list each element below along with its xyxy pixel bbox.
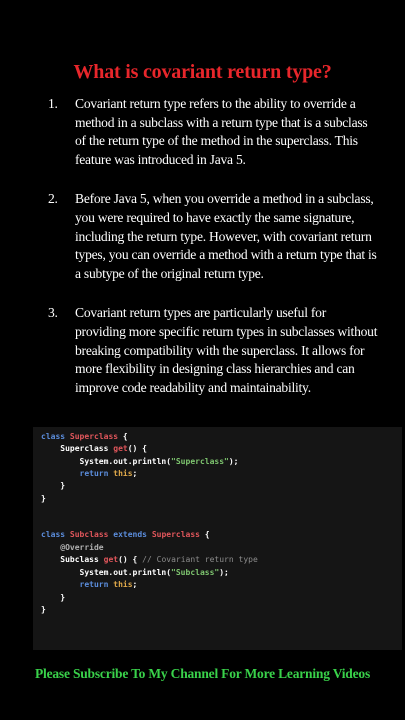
code-class-name: Superclass (69, 432, 119, 441)
code-type: Superclass (60, 444, 109, 453)
points-list (48, 95, 378, 418)
list-item (48, 190, 378, 283)
code-line (41, 529, 210, 541)
code-class-name: Subclass (69, 530, 109, 539)
code-line (41, 604, 46, 616)
code-punct: () { (127, 444, 147, 453)
code-string: "Superclass" (171, 457, 229, 466)
code-keyword: class (41, 432, 66, 441)
code-punct: ; (132, 580, 138, 589)
code-call: System.out.println( (79, 457, 172, 466)
code-punct: ; (132, 469, 138, 478)
code-keyword-this: this (113, 469, 133, 478)
code-punct: { (200, 530, 210, 539)
code-punct: () { (118, 555, 138, 564)
code-line (41, 554, 258, 566)
code-method-name: get (103, 555, 119, 564)
code-method-name: get (113, 444, 128, 453)
page-title: What is covariant return type? (73, 61, 332, 83)
list-item-number: 2. (48, 191, 58, 207)
code-line (41, 443, 147, 455)
list-item (48, 304, 378, 397)
code-type: Subclass (60, 555, 99, 564)
code-line (41, 493, 46, 505)
subscribe-caption: Please Subscribe To My Channel For More Learning Videos (34, 666, 371, 681)
code-punct: ); (228, 457, 239, 466)
code-punct: { (118, 432, 128, 441)
code-annotation: @Override (60, 543, 104, 552)
code-punct: } (60, 481, 66, 490)
list-item-text: Covariant return types are particularly useful for providing more specific return types in subclasses without breaking compatibility with the superclass. It allows for more flexibility in designing class hierarchies and can improve code readability and maintainability. (75, 305, 378, 395)
code-keyword-this: this (113, 580, 133, 589)
list-item-number: 3. (48, 305, 58, 321)
list-item-text: Before Java 5, when you override a method in a subclass, you were required to have exactly the same signature, including the return type. However, with covariant return types, you can override a method with a return type that is a subtype of the original return type. (75, 191, 377, 281)
code-line (41, 456, 238, 468)
code-keyword: return (79, 580, 109, 589)
code-keyword: extends (113, 530, 147, 539)
code-comment: // Covariant return type (142, 555, 258, 564)
code-call: System.out.println( (79, 568, 172, 577)
list-item-number: 1. (48, 96, 58, 111)
code-line (41, 480, 65, 492)
code-line (41, 468, 137, 480)
code-line (41, 592, 65, 604)
code-keyword: return (79, 469, 109, 478)
list-item (48, 95, 378, 169)
code-block (33, 427, 402, 650)
code-line (41, 431, 128, 443)
code-line (41, 579, 137, 591)
code-line (41, 567, 229, 579)
code-keyword: class (41, 530, 66, 539)
code-line (41, 542, 104, 554)
list-item-text: Covariant return type refers to the ability to override a method in a subclass with a return type that is a subclass of the return type of the method in the superclass. This feature was introduced in Java 5. (75, 96, 368, 167)
code-punct: } (41, 494, 46, 503)
code-class-name: Superclass (151, 530, 200, 539)
code-punct: } (41, 605, 46, 614)
code-string: "Subclass" (171, 568, 220, 577)
code-punct: ); (219, 568, 229, 577)
code-punct: } (60, 593, 66, 602)
